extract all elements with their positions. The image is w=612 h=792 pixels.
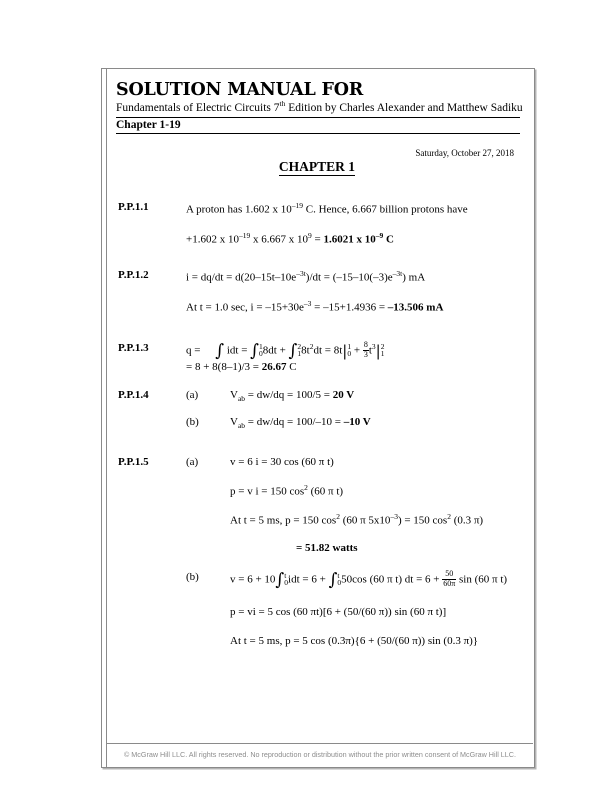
text-fragment: V (230, 388, 238, 401)
text-fragment: sin (60 π t) (456, 573, 508, 586)
problem-part (186, 571, 520, 648)
answer-unit: C (383, 233, 394, 246)
evaluation-limits (381, 343, 385, 358)
problem-body (186, 342, 520, 375)
exponent: 2 (309, 342, 314, 352)
part-body (230, 456, 520, 555)
text-fragment: v = 6 + 10 (230, 573, 276, 586)
text-fragment: 50cos (60 π t) dt = 6 + (341, 573, 443, 586)
equals-sign: = (311, 233, 324, 246)
upper-limit: 2 (297, 341, 302, 351)
problem-part (186, 416, 520, 431)
problem-pp1-2 (114, 269, 520, 315)
integral-limits (284, 572, 288, 587)
integral-sign: ∫ (288, 340, 298, 361)
problem-part (186, 389, 520, 404)
solution-line (230, 571, 520, 589)
upper-limit: t (337, 570, 340, 580)
integral-limits (297, 343, 301, 358)
text-fragment: C. Hence, 6.667 billion protons have (302, 204, 468, 217)
problem-body (186, 389, 520, 431)
exponent: –3 (303, 298, 312, 308)
upper-limit: 1 (259, 341, 263, 351)
evaluation-bar: | (342, 341, 348, 360)
exponent: 3 (371, 342, 376, 352)
exponent: 2 (304, 482, 308, 492)
page-content (106, 69, 534, 767)
subscript: ab (237, 394, 246, 403)
copyright-footer: © McGraw Hill LLC. All rights reserved. No reproduction or distribution without the prior written consent of McGraw Hill LLC. (107, 743, 533, 766)
text-fragment: = dw/dq = 100/5 = (245, 388, 333, 401)
part-label: (a) (186, 455, 199, 468)
problem-part (186, 456, 520, 555)
exponent: 2 (336, 512, 340, 522)
text-fragment: q = (186, 344, 204, 357)
exponent: –19 (291, 201, 303, 211)
problem-label: P.P.1.3 (118, 342, 149, 355)
evaluation-bar: | (375, 341, 381, 360)
lower-limit: 1 (380, 349, 385, 359)
masthead-subtitle (116, 99, 523, 118)
text-fragment: 8t (301, 344, 310, 357)
upper-limit: 2 (380, 341, 385, 351)
lower-limit: 0 (284, 578, 289, 588)
integral-sign: ∫ (275, 569, 285, 590)
text-fragment: = dw/dq = 100/–10 = (245, 416, 344, 429)
masthead (114, 80, 523, 134)
integral-sign: ∫ (328, 569, 338, 590)
chapter-heading (114, 159, 520, 175)
denominator: 60π (443, 578, 456, 588)
text-fragment: dt = 8t (313, 344, 343, 357)
solution-line (186, 231, 520, 247)
denominator: 3 (363, 349, 368, 359)
text-fragment: = 8 + 8(8–1)/3 = (186, 361, 262, 374)
answer: –10 V (343, 416, 371, 429)
lower-limit: 0 (337, 578, 342, 588)
part-body (230, 416, 520, 431)
integral-sign: ∫ (215, 340, 225, 361)
integral-sign: ∫ (250, 340, 260, 361)
part-label: (a) (186, 388, 199, 401)
problem-pp1-3 (114, 342, 520, 375)
part-label: (b) (186, 571, 199, 584)
exponent: –9 (375, 230, 384, 240)
solution-line: p = vi = 5 cos (60 πt)[6 + (50/(60 π)) sin (60 π t)] (230, 606, 447, 619)
problem-pp1-4 (114, 389, 520, 431)
solution-line (186, 342, 520, 360)
problem-pp1-1 (114, 201, 520, 247)
text-fragment: +1.602 x 10 (186, 233, 239, 246)
text-fragment: A proton has 1.602 x 10 (186, 204, 292, 217)
exponent: –3t (296, 269, 306, 279)
problem-label: P.P.1.5 (118, 455, 149, 468)
masthead-subtitle-pre: Fundamentals of Electric Circuits 7 (116, 102, 280, 115)
text-fragment: ) = 150 cos (397, 514, 448, 527)
answer: 1.6021 x 10 (323, 233, 376, 246)
numerator: 50 (442, 570, 456, 579)
problem-pp1-5 (114, 456, 520, 649)
problem-body (186, 201, 520, 247)
numerator: 8 (363, 340, 368, 350)
subscript: ab (237, 421, 246, 431)
masthead-title: SOLUTION MANUAL FOR (116, 80, 364, 100)
solution-line (186, 299, 520, 315)
problem-label: P.P.1.2 (118, 269, 149, 282)
problem-label: P.P.1.4 (118, 388, 149, 401)
solution-line: v = 6 i = 30 cos (60 π t) (230, 455, 334, 468)
fraction (442, 570, 456, 588)
fraction (363, 341, 369, 359)
text-fragment: At t = 5 ms, p = 150 cos (230, 514, 337, 527)
problem-body (186, 269, 520, 315)
upper-limit: 1 (347, 341, 352, 351)
solution-line (230, 483, 520, 499)
answer: –13.506 mA (387, 301, 444, 314)
solution-line (186, 201, 520, 217)
text-fragment: (0.3 π) (450, 514, 484, 527)
exponent: 9 (307, 230, 312, 240)
lower-limit: 1 (297, 349, 302, 359)
document-page (101, 68, 535, 768)
text-fragment: V (230, 416, 238, 429)
text-fragment: idt = (224, 344, 251, 357)
text-fragment: t (368, 344, 372, 357)
exponent: 2 (447, 512, 451, 522)
text-fragment: x 6.667 x 10 (250, 233, 308, 246)
lower-limit: 0 (347, 349, 352, 359)
document-date: Saturday, October 27, 2018 (415, 148, 514, 159)
evaluation-limits (347, 343, 351, 358)
exponent: –3 (390, 512, 398, 522)
masthead-subtitle-post: Edition by Charles Alexander and Matthew Sadiku (285, 102, 523, 115)
part-body (230, 389, 520, 404)
text-fragment: i = dq/dt = d(20–15t–10e (186, 271, 297, 284)
exponent: –19 (238, 230, 251, 240)
problem-label: P.P.1.1 (118, 201, 149, 214)
answer-unit: C (286, 361, 297, 374)
text-fragment: At t = 1.0 sec, i = –15+30e (186, 301, 304, 314)
text-fragment: (60 π t) (307, 485, 344, 498)
lower-limit: 0 (259, 349, 263, 359)
text-fragment: idt = 6 + (288, 573, 329, 586)
text-fragment: ) mA (402, 271, 426, 284)
masthead-subtitle-ordinal: th (279, 99, 286, 109)
integral-limits (337, 572, 341, 587)
chapter-heading-text: CHAPTER 1 (278, 159, 356, 175)
answer: 20 V (332, 388, 355, 401)
answer-line: = 51.82 watts (296, 541, 358, 554)
chapter-range: Chapter 1-19 (116, 119, 520, 134)
text-fragment: 8dt + (262, 344, 289, 357)
part-body (230, 571, 520, 648)
solution-line: At t = 5 ms, p = 5 cos (0.3π){6 + (50/(60 π)) sin (0.3 π)} (230, 634, 479, 647)
problem-body (186, 456, 520, 649)
solution-line (230, 512, 520, 528)
text-fragment: (60 π 5x10 (339, 514, 391, 527)
solution-line (186, 361, 520, 375)
part-label: (b) (186, 416, 199, 429)
text-fragment: )/dt = (–15–10(–3)e (305, 271, 393, 284)
solution-line (186, 269, 520, 285)
text-fragment: p = v i = 150 cos (230, 485, 305, 498)
exponent: –3t (392, 269, 403, 279)
text-fragment: + (351, 344, 363, 357)
answer: 26.67 (261, 361, 287, 374)
upper-limit: t (284, 570, 287, 580)
text-fragment: = –15+1.4936 = (311, 301, 388, 314)
integral-limits (259, 343, 263, 358)
